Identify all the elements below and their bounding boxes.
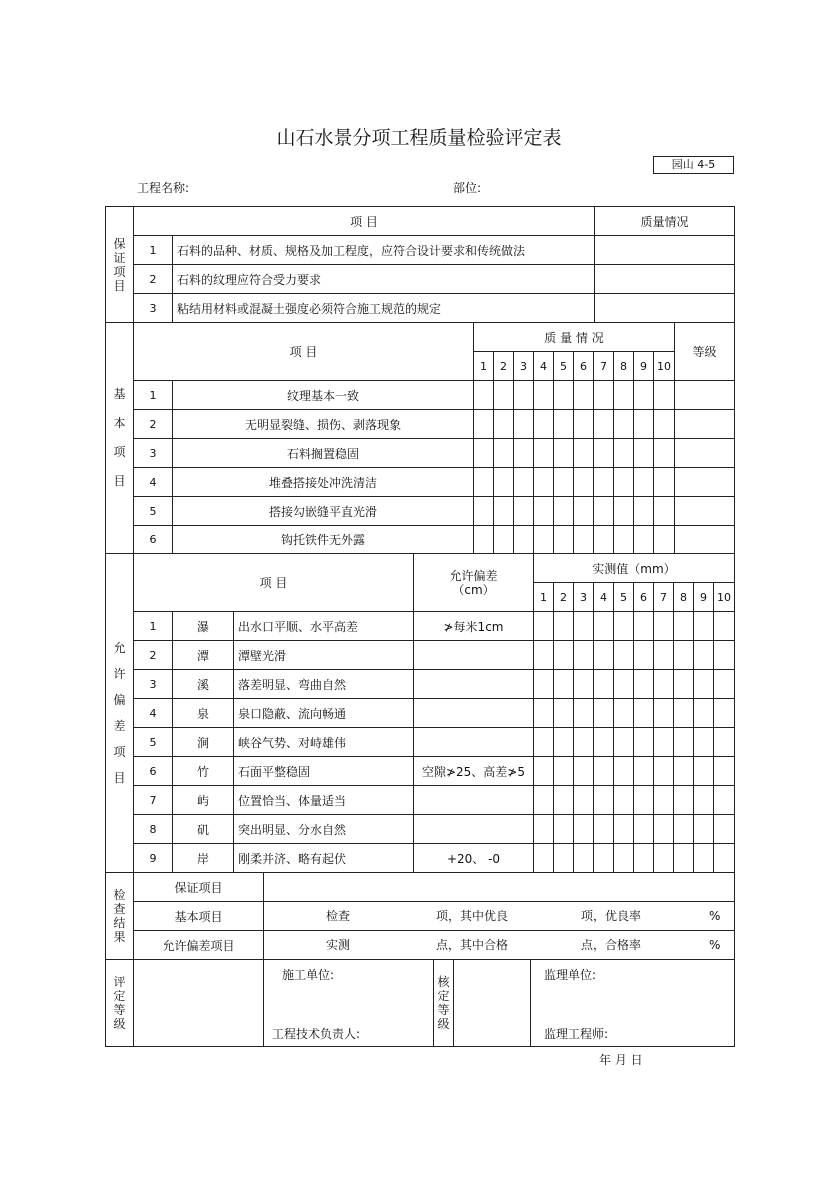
tolerance-measure-cell[interactable] — [653, 814, 674, 844]
basic-point-cell[interactable] — [473, 438, 494, 468]
tolerance-row-no: 5 — [133, 727, 173, 757]
tolerance-measure-cell[interactable] — [693, 698, 714, 728]
tolerance-measure-cell[interactable] — [673, 669, 694, 699]
basic-point-cell[interactable] — [613, 496, 634, 526]
tolerance-point-header: 3 — [573, 582, 594, 612]
tolerance-row-no: 2 — [133, 640, 173, 670]
basic-section-label: 基本项目 — [113, 387, 126, 488]
basic-point-cell[interactable] — [573, 380, 594, 410]
tolerance-measure-cell[interactable] — [713, 611, 735, 641]
tolerance-measure-cell[interactable] — [533, 698, 554, 728]
tolerance-row-allowance — [413, 640, 534, 670]
tolerance-row-allowance — [413, 785, 534, 815]
basic-point-cell[interactable] — [473, 525, 494, 554]
basic-row-text: 无明显裂缝、损伤、剥落现象 — [172, 409, 474, 439]
tolerance-measure-cell[interactable] — [633, 843, 654, 873]
basic-point-cell[interactable] — [513, 380, 534, 410]
tolerance-row-no: 8 — [133, 814, 173, 844]
basic-grade-cell[interactable] — [674, 438, 735, 468]
tolerance-row-name: 潭 — [172, 640, 234, 670]
location-label: 部位: — [453, 181, 482, 195]
tolerance-section-label-cell — [105, 553, 134, 873]
tolerance-measure-cell[interactable] — [673, 727, 694, 757]
basic-point-header: 1 — [473, 351, 494, 381]
tolerance-measure-cell[interactable] — [553, 611, 574, 641]
tolerance-measure-cell[interactable] — [693, 727, 714, 757]
basic-point-cell[interactable] — [613, 380, 634, 410]
form-code: 园山 4-5 — [653, 156, 734, 174]
tolerance-measure-cell[interactable] — [653, 843, 674, 873]
tolerance-row-name: 矶 — [172, 814, 234, 844]
guarantee-section-label: 保证项目 — [113, 236, 126, 293]
tolerance-measure-cell[interactable] — [633, 785, 654, 815]
basic-section-label-cell — [105, 322, 134, 554]
tol-rate-text: 点，合格率 — [581, 938, 642, 952]
basic-point-cell[interactable] — [593, 380, 614, 410]
verified-grade-label: 核定等级 — [437, 975, 450, 1031]
results-tolerance-label: 允许偏差项目 — [133, 930, 264, 960]
guarantee-row-text: 石料的品种、材质、规格及加工程度，应符合设计要求和传统做法 — [172, 235, 595, 265]
basic-point-cell[interactable] — [633, 525, 654, 554]
basic-point-cell[interactable] — [593, 496, 614, 526]
tolerance-row-name: 屿 — [172, 785, 234, 815]
basic-point-cell[interactable] — [493, 380, 514, 410]
tolerance-measure-cell[interactable] — [613, 843, 634, 873]
tolerance-measure-cell[interactable] — [673, 814, 694, 844]
basic-point-cell[interactable] — [633, 496, 654, 526]
tolerance-measure-cell[interactable] — [633, 727, 654, 757]
tolerance-point-header: 6 — [633, 582, 654, 612]
tolerance-measure-cell[interactable] — [553, 698, 574, 728]
basic-point-cell[interactable] — [653, 525, 675, 554]
basic-point-cell[interactable] — [573, 496, 594, 526]
tolerance-section-label: 允许偏差项目 — [113, 641, 126, 785]
basic-rate-text: 项，优良率 — [581, 909, 642, 923]
guarantee-row-text: 粘结用材料或混凝土强度必须符合施工规范的规定 — [172, 293, 595, 323]
tolerance-row-allowance: 空隙≯25、高差≯5 — [413, 756, 534, 786]
basic-point-cell[interactable] — [493, 496, 514, 526]
tolerance-header-item: 项 目 — [133, 553, 414, 612]
tolerance-measure-cell[interactable] — [533, 727, 554, 757]
tolerance-measure-cell[interactable] — [713, 756, 735, 786]
results-section-label-cell — [105, 872, 134, 960]
guarantee-header-quality: 质量情况 — [594, 206, 735, 236]
tolerance-measure-cell[interactable] — [573, 843, 594, 873]
supervisor-unit-label: 监理单位: — [544, 968, 597, 982]
basic-grade-cell[interactable] — [674, 409, 735, 439]
basic-point-header: 6 — [573, 351, 594, 381]
tolerance-measure-cell[interactable] — [693, 814, 714, 844]
tolerance-row-allowance — [413, 669, 534, 699]
guarantee-row-quality-cell[interactable] — [594, 293, 735, 323]
guarantee-row-no: 1 — [133, 235, 173, 265]
basic-point-header: 4 — [533, 351, 554, 381]
tolerance-measure-cell[interactable] — [673, 698, 694, 728]
tolerance-measure-cell[interactable] — [533, 756, 554, 786]
tolerance-point-header: 4 — [593, 582, 614, 612]
tolerance-measure-cell[interactable] — [633, 640, 654, 670]
basic-point-cell[interactable] — [473, 496, 494, 526]
basic-checked-text: 检查 — [326, 909, 351, 923]
basic-row-text: 堆叠搭接处冲洗清洁 — [172, 467, 474, 497]
tolerance-measure-cell[interactable] — [553, 669, 574, 699]
basic-point-cell[interactable] — [613, 467, 634, 497]
guarantee-section-label-cell — [105, 206, 134, 323]
basic-point-header: 8 — [613, 351, 634, 381]
basic-point-cell[interactable] — [653, 438, 675, 468]
tolerance-point-header: 8 — [673, 582, 694, 612]
tol-pct-text: % — [709, 938, 721, 952]
tolerance-measure-cell[interactable] — [653, 640, 674, 670]
tolerance-measure-cell[interactable] — [573, 611, 594, 641]
tolerance-row-text: 刚柔并济、略有起伏 — [233, 843, 414, 873]
basic-point-cell[interactable] — [573, 467, 594, 497]
tolerance-measure-cell[interactable] — [593, 727, 614, 757]
guarantee-row-no: 3 — [133, 293, 173, 323]
tolerance-point-header: 2 — [553, 582, 574, 612]
basic-point-cell[interactable] — [493, 467, 514, 497]
tolerance-row-allowance — [413, 698, 534, 728]
guarantee-row-quality-cell[interactable] — [594, 264, 735, 294]
basic-point-cell[interactable] — [533, 380, 554, 410]
basic-point-cell[interactable] — [633, 438, 654, 468]
tolerance-measure-cell[interactable] — [653, 756, 674, 786]
tolerance-measure-cell[interactable] — [673, 756, 694, 786]
tolerance-measure-cell[interactable] — [713, 698, 735, 728]
tolerance-measure-cell[interactable] — [633, 698, 654, 728]
tolerance-row-no: 4 — [133, 698, 173, 728]
supervisor-engineer-label: 监理工程师: — [544, 1027, 609, 1041]
project-name-label: 工程名称: — [137, 181, 190, 195]
tolerance-measure-cell[interactable] — [713, 814, 735, 844]
tolerance-measure-cell[interactable] — [613, 611, 634, 641]
tolerance-measure-cell[interactable] — [593, 669, 614, 699]
tolerance-measure-cell[interactable] — [553, 756, 574, 786]
evaluation-grade-cell[interactable] — [133, 959, 264, 1047]
basic-point-cell[interactable] — [653, 496, 675, 526]
tolerance-row-no: 7 — [133, 785, 173, 815]
tolerance-measure-cell[interactable] — [713, 669, 735, 699]
basic-point-cell[interactable] — [513, 409, 534, 439]
tolerance-measure-cell[interactable] — [633, 756, 654, 786]
tolerance-measure-cell[interactable] — [573, 814, 594, 844]
tolerance-measure-cell[interactable] — [533, 843, 554, 873]
basic-point-cell[interactable] — [613, 409, 634, 439]
form-title: 山石水景分项工程质量检验评定表 — [276, 127, 562, 149]
basic-header-item: 项 目 — [133, 322, 474, 381]
tolerance-measure-cell[interactable] — [593, 814, 614, 844]
basic-row-no: 2 — [133, 409, 173, 439]
basic-point-cell[interactable] — [553, 496, 574, 526]
tolerance-measure-cell[interactable] — [573, 669, 594, 699]
basic-header-grade: 等级 — [674, 322, 735, 381]
guarantee-row-quality-cell[interactable] — [594, 235, 735, 265]
tolerance-row-name: 泉 — [172, 698, 234, 728]
guarantee-row-text: 石料的纹理应符合受力要求 — [172, 264, 595, 294]
tolerance-measure-cell[interactable] — [533, 785, 554, 815]
basic-point-cell[interactable] — [573, 438, 594, 468]
tolerance-row-name: 岸 — [172, 843, 234, 873]
tolerance-row-allowance: ≯每米1cm — [413, 611, 534, 641]
basic-row-no: 5 — [133, 496, 173, 526]
basic-grade-cell[interactable] — [674, 496, 735, 526]
tolerance-row-text: 位置恰当、体量适当 — [233, 785, 414, 815]
basic-point-cell[interactable] — [633, 467, 654, 497]
tolerance-measure-cell[interactable] — [553, 814, 574, 844]
basic-point-cell[interactable] — [593, 409, 614, 439]
evaluation-section-label: 评定等级 — [113, 975, 126, 1031]
tolerance-measure-cell[interactable] — [573, 698, 594, 728]
results-guarantee-label: 保证项目 — [133, 872, 264, 902]
tolerance-measure-cell[interactable] — [653, 698, 674, 728]
tolerance-measure-cell[interactable] — [613, 785, 634, 815]
basic-point-cell[interactable] — [493, 409, 514, 439]
date-label: 年 月 日 — [599, 1053, 643, 1067]
tolerance-row-allowance — [413, 727, 534, 757]
tolerance-measure-cell[interactable] — [633, 669, 654, 699]
basic-point-cell[interactable] — [493, 438, 514, 468]
tolerance-measure-cell[interactable] — [593, 843, 614, 873]
tolerance-row-text: 峡谷气势、对峙雄伟 — [233, 727, 414, 757]
tolerance-row-text: 潭壁光滑 — [233, 640, 414, 670]
tolerance-measure-cell[interactable] — [573, 727, 594, 757]
basic-point-header: 5 — [553, 351, 574, 381]
tolerance-measure-cell[interactable] — [673, 640, 694, 670]
basic-row-text: 搭接勾嵌缝平直光滑 — [172, 496, 474, 526]
tol-measured-text: 实测 — [326, 938, 351, 952]
tolerance-point-header: 1 — [533, 582, 554, 612]
basic-row-text: 钩托铁件无外露 — [172, 525, 474, 554]
basic-point-cell[interactable] — [513, 496, 534, 526]
tolerance-row-text: 泉口隐蔽、流向畅通 — [233, 698, 414, 728]
basic-point-cell[interactable] — [573, 525, 594, 554]
basic-point-cell[interactable] — [513, 525, 534, 554]
tolerance-measure-cell[interactable] — [533, 640, 554, 670]
tolerance-row-name: 竹 — [172, 756, 234, 786]
basic-point-header: 9 — [633, 351, 654, 381]
tolerance-point-header: 5 — [613, 582, 634, 612]
tolerance-row-text: 出水口平顺、水平高差 — [233, 611, 414, 641]
tolerance-measure-cell[interactable] — [593, 756, 614, 786]
basic-row-no: 4 — [133, 467, 173, 497]
basic-row-text: 石料搁置稳固 — [172, 438, 474, 468]
header-tolerance-unit: （cm） — [452, 582, 495, 597]
tolerance-measure-cell[interactable] — [593, 785, 614, 815]
tolerance-row-no: 9 — [133, 843, 173, 873]
basic-point-cell[interactable] — [533, 438, 554, 468]
basic-point-cell[interactable] — [633, 409, 654, 439]
evaluation-section-label-cell — [105, 959, 134, 1047]
tolerance-measure-cell[interactable] — [593, 611, 614, 641]
tolerance-row-name: 溪 — [172, 669, 234, 699]
tolerance-measure-cell[interactable] — [553, 785, 574, 815]
tolerance-measure-cell[interactable] — [673, 785, 694, 815]
tolerance-measure-cell[interactable] — [613, 669, 634, 699]
tolerance-header-measured: 实测值（mm） — [533, 553, 735, 583]
tolerance-measure-cell[interactable] — [533, 669, 554, 699]
basic-point-cell[interactable] — [533, 496, 554, 526]
basic-grade-cell[interactable] — [674, 467, 735, 497]
tolerance-point-header: 7 — [653, 582, 674, 612]
tolerance-measure-cell[interactable] — [633, 814, 654, 844]
basic-point-cell[interactable] — [553, 409, 574, 439]
tol-qualified-text: 点，其中合格 — [436, 938, 509, 952]
basic-point-cell[interactable] — [653, 467, 675, 497]
basic-header-quality: 质 量 情 况 — [473, 322, 675, 352]
basic-row-text: 纹理基本一致 — [172, 380, 474, 410]
tolerance-measure-cell[interactable] — [593, 640, 614, 670]
tolerance-measure-cell[interactable] — [713, 843, 735, 873]
tolerance-row-allowance: +20、 -0 — [413, 843, 534, 873]
basic-point-header: 7 — [593, 351, 614, 381]
guarantee-header-item: 项 目 — [133, 206, 595, 236]
tolerance-measure-cell[interactable] — [573, 785, 594, 815]
basic-point-cell[interactable] — [493, 525, 514, 554]
tolerance-measure-cell[interactable] — [613, 814, 634, 844]
tolerance-measure-cell[interactable] — [613, 756, 634, 786]
tolerance-measure-cell[interactable] — [693, 640, 714, 670]
basic-grade-cell[interactable] — [674, 380, 735, 410]
basic-point-cell[interactable] — [553, 380, 574, 410]
tolerance-row-no: 6 — [133, 756, 173, 786]
basic-point-cell[interactable] — [533, 467, 554, 497]
basic-point-cell[interactable] — [573, 409, 594, 439]
basic-point-cell[interactable] — [553, 467, 574, 497]
basic-excellent-text: 项，其中优良 — [436, 909, 509, 923]
tolerance-measure-cell[interactable] — [553, 640, 574, 670]
basic-point-cell[interactable] — [473, 380, 494, 410]
tolerance-measure-cell[interactable] — [693, 611, 714, 641]
basic-point-cell[interactable] — [613, 525, 634, 554]
basic-point-header: 3 — [513, 351, 534, 381]
verified-grade-label-cell — [433, 959, 454, 1047]
basic-point-cell[interactable] — [473, 467, 494, 497]
tolerance-row-text: 石面平整稳固 — [233, 756, 414, 786]
contractor-label: 施工单位: — [282, 968, 335, 982]
tolerance-measure-cell[interactable] — [653, 727, 674, 757]
basic-point-cell[interactable] — [533, 409, 554, 439]
tolerance-measure-cell[interactable] — [693, 785, 714, 815]
basic-grade-cell[interactable] — [674, 525, 735, 554]
basic-point-cell[interactable] — [613, 438, 634, 468]
basic-point-cell[interactable] — [653, 409, 675, 439]
basic-point-cell[interactable] — [553, 438, 574, 468]
results-basic-label: 基本项目 — [133, 901, 264, 931]
tolerance-measure-cell[interactable] — [713, 785, 735, 815]
basic-point-cell[interactable] — [593, 438, 614, 468]
tolerance-point-header: 9 — [693, 582, 714, 612]
tolerance-header-tolerance — [413, 553, 534, 612]
tolerance-measure-cell[interactable] — [573, 640, 594, 670]
tolerance-measure-cell[interactable] — [693, 669, 714, 699]
basic-point-header: 10 — [653, 351, 675, 381]
tolerance-row-text: 落差明显、弯曲自然 — [233, 669, 414, 699]
basic-point-header: 2 — [493, 351, 514, 381]
tolerance-measure-cell[interactable] — [653, 669, 674, 699]
tolerance-row-name: 瀑 — [172, 611, 234, 641]
results-section-label: 检查结果 — [113, 888, 126, 944]
tolerance-row-allowance — [413, 814, 534, 844]
basic-pct-text: % — [709, 909, 721, 923]
tolerance-measure-cell[interactable] — [673, 611, 694, 641]
basic-row-no: 3 — [133, 438, 173, 468]
tolerance-measure-cell[interactable] — [613, 698, 634, 728]
tolerance-row-no: 3 — [133, 669, 173, 699]
tolerance-measure-cell[interactable] — [633, 611, 654, 641]
tolerance-point-header: 10 — [713, 582, 735, 612]
tolerance-measure-cell[interactable] — [553, 843, 574, 873]
tolerance-measure-cell[interactable] — [573, 756, 594, 786]
tolerance-measure-cell[interactable] — [653, 611, 674, 641]
tolerance-measure-cell[interactable] — [693, 843, 714, 873]
tolerance-row-text: 突出明显、分水自然 — [233, 814, 414, 844]
tolerance-measure-cell[interactable] — [533, 611, 554, 641]
guarantee-row-no: 2 — [133, 264, 173, 294]
tolerance-row-name: 涧 — [172, 727, 234, 757]
basic-point-cell[interactable] — [633, 380, 654, 410]
basic-point-cell[interactable] — [593, 525, 614, 554]
header-tolerance: 允许偏差 — [449, 568, 498, 583]
basic-row-no: 1 — [133, 380, 173, 410]
tolerance-measure-cell[interactable] — [653, 785, 674, 815]
tolerance-measure-cell[interactable] — [713, 727, 735, 757]
tolerance-measure-cell[interactable] — [613, 640, 634, 670]
tolerance-measure-cell[interactable] — [693, 756, 714, 786]
tolerance-measure-cell[interactable] — [533, 814, 554, 844]
basic-row-no: 6 — [133, 525, 173, 554]
tolerance-row-no: 1 — [133, 611, 173, 641]
tech-lead-label: 工程技术负责人: — [272, 1027, 361, 1041]
basic-point-cell[interactable] — [513, 467, 534, 497]
tolerance-measure-cell[interactable] — [593, 698, 614, 728]
basic-point-cell[interactable] — [553, 525, 574, 554]
tolerance-measure-cell[interactable] — [613, 727, 634, 757]
basic-point-cell[interactable] — [593, 467, 614, 497]
basic-point-cell[interactable] — [653, 380, 675, 410]
verified-grade-cell[interactable] — [453, 959, 531, 1047]
basic-point-cell[interactable] — [473, 409, 494, 439]
results-guarantee-value[interactable] — [263, 872, 735, 902]
tolerance-measure-cell[interactable] — [673, 843, 694, 873]
tolerance-measure-cell[interactable] — [553, 727, 574, 757]
basic-point-cell[interactable] — [513, 438, 534, 468]
basic-point-cell[interactable] — [533, 525, 554, 554]
tolerance-measure-cell[interactable] — [713, 640, 735, 670]
